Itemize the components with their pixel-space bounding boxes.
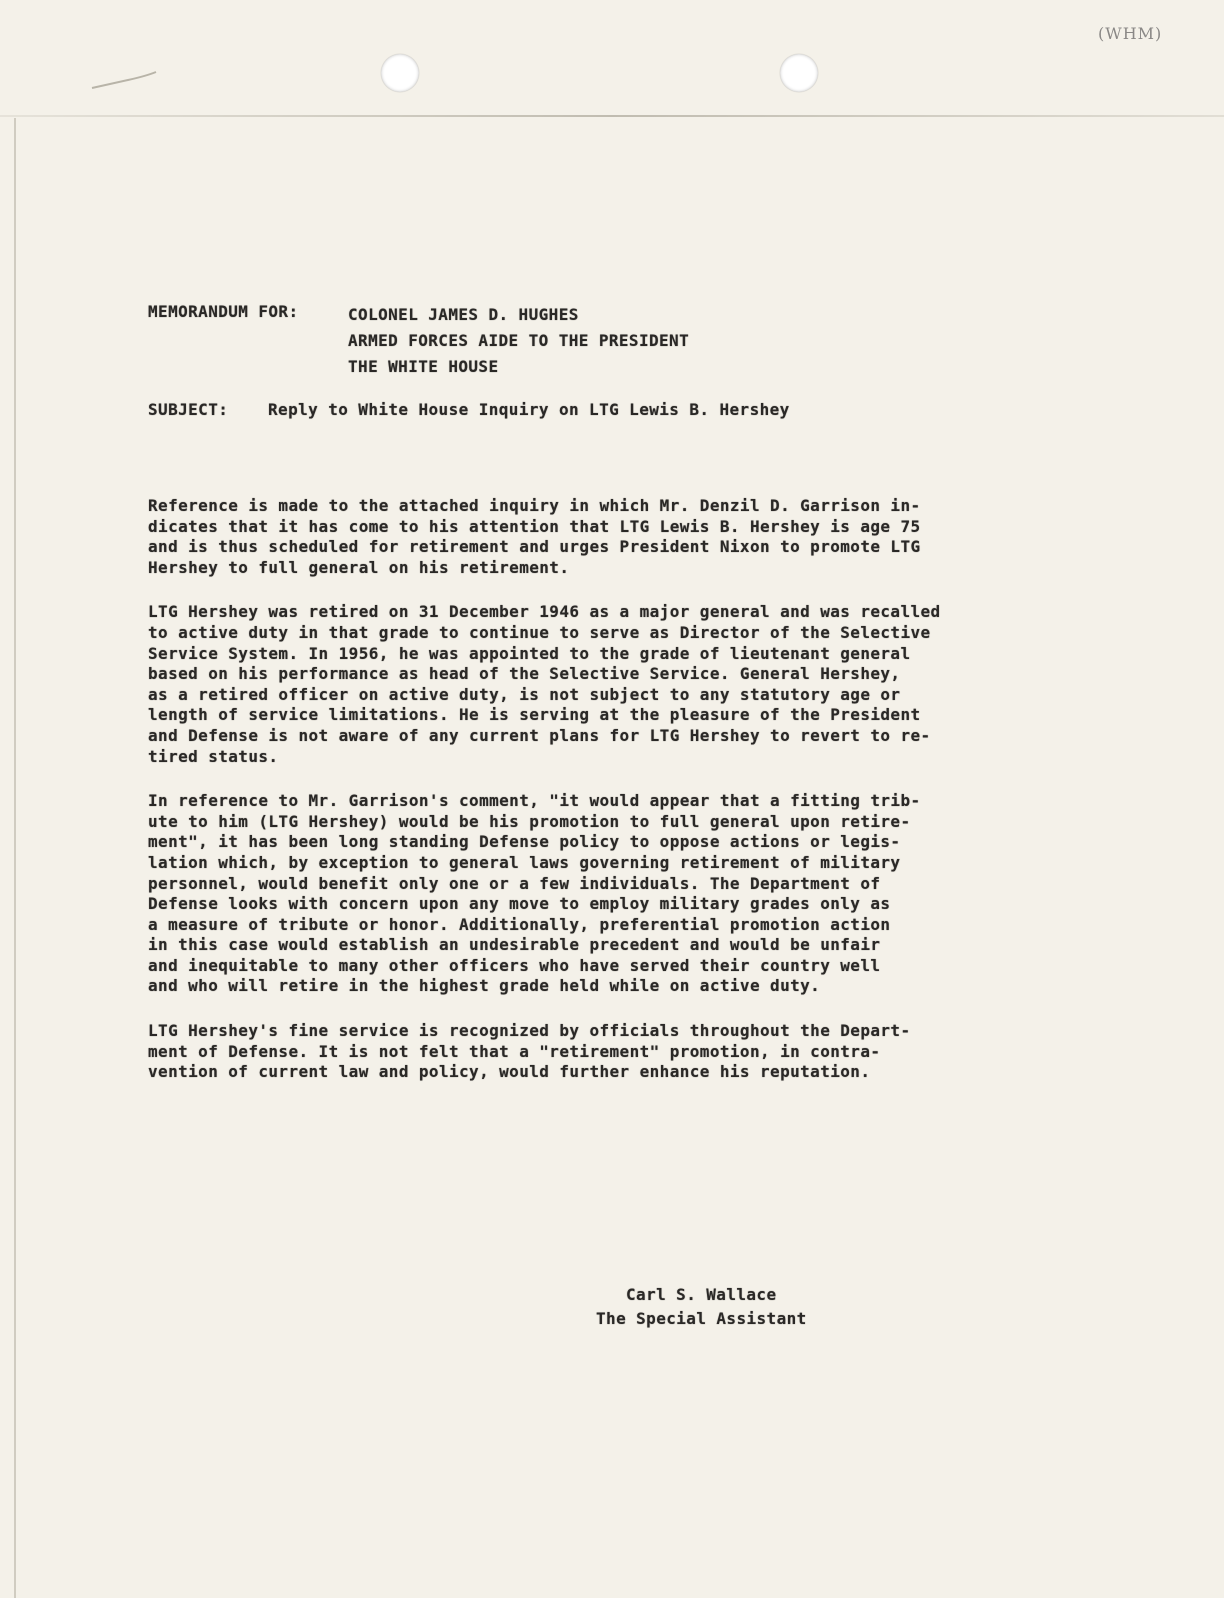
page-edge-line xyxy=(14,118,16,1598)
text-line: to active duty in that grade to continue to serve as Director of the Selective xyxy=(148,622,931,642)
memo-addressee xyxy=(348,302,908,380)
signer-title: The Special Assistant xyxy=(596,1309,807,1328)
memo-header xyxy=(148,302,908,380)
text-line: ute to him (LTG Hershey) would be his promotion to full general upon retire- xyxy=(148,811,911,831)
signature-block xyxy=(596,1283,916,1331)
text-line: lation which, by exception to general laws governing retirement of military xyxy=(148,852,901,872)
text-line: and Defense is not aware of any current plans for LTG Hershey to revert to re- xyxy=(148,725,931,745)
text-line: tired status. xyxy=(148,746,279,766)
text-line: Reference is made to the attached inquiry in which Mr. Denzil D. Garrison in- xyxy=(148,496,921,515)
text-line: ment of Defense. It is not felt that a "retirement" promotion, in contra- xyxy=(148,1041,881,1061)
file-annotation: (WHM) xyxy=(1098,24,1163,43)
subject-label: SUBJECT: xyxy=(148,400,229,419)
text-line: length of service limitations. He is serving at the pleasure of the President xyxy=(148,705,921,725)
text-line: and who will retire in the highest grade held while on active duty. xyxy=(148,976,821,996)
page-fold-line xyxy=(0,115,1224,117)
punch-hole-right xyxy=(780,54,818,92)
text-line: based on his performance as head of the Selective Service. General Hershey, xyxy=(148,664,901,684)
paragraph xyxy=(148,496,1108,578)
paragraph xyxy=(148,791,1108,997)
signer-name: Carl S. Wallace xyxy=(626,1285,777,1304)
text-line: and inequitable to many other officers who have served their country well xyxy=(148,955,881,975)
addressee-line: ARMED FORCES AIDE TO THE PRESIDENT xyxy=(348,331,690,350)
punch-hole-left xyxy=(381,54,419,92)
text-line: LTG Hershey was retired on 31 December 1946 as a major general and was recalled xyxy=(148,602,941,622)
text-line: a measure of tribute or honor. Additionally, preferential promotion action xyxy=(148,914,891,934)
text-line: and is thus scheduled for retirement and urges President Nixon to promote LTG xyxy=(148,537,921,557)
memo-label: MEMORANDUM FOR: xyxy=(148,302,299,321)
subject-line xyxy=(148,400,968,419)
text-line: In reference to Mr. Garrison's comment, "it would appear that a fitting trib- xyxy=(148,791,921,811)
paragraph xyxy=(148,1021,1108,1083)
text-line: Service System. In 1956, he was appointed to the grade of lieutenant general xyxy=(148,643,911,663)
text-line: as a retired officer on active duty, is not subject to any statutory age or xyxy=(148,684,901,704)
paragraph xyxy=(148,602,1108,767)
addressee-line: THE WHITE HOUSE xyxy=(348,357,499,376)
text-line: Defense looks with concern upon any move to employ military grades only as xyxy=(148,894,891,914)
memo-body xyxy=(148,496,1108,1107)
text-line: dicates that it has come to his attention that LTG Lewis B. Hershey is age 75 xyxy=(148,516,921,536)
text-line: ment", it has been long standing Defense policy to oppose actions or legis- xyxy=(148,832,901,852)
text-line: Hershey to full general on his retirement. xyxy=(148,557,570,577)
text-line: LTG Hershey's fine service is recognized by officials throughout the Depart- xyxy=(148,1021,911,1041)
addressee-line: COLONEL JAMES D. HUGHES xyxy=(348,305,579,324)
text-line: personnel, would benefit only one or a few individuals. The Department of xyxy=(148,873,881,893)
text-line: in this case would establish an undesirable precedent and would be unfair xyxy=(148,935,881,955)
pencil-mark-icon xyxy=(90,66,160,96)
text-line: vention of current law and policy, would further enhance his reputation. xyxy=(148,1062,871,1082)
subject-text: Reply to White House Inquiry on LTG Lewis B. Hershey xyxy=(268,400,790,419)
